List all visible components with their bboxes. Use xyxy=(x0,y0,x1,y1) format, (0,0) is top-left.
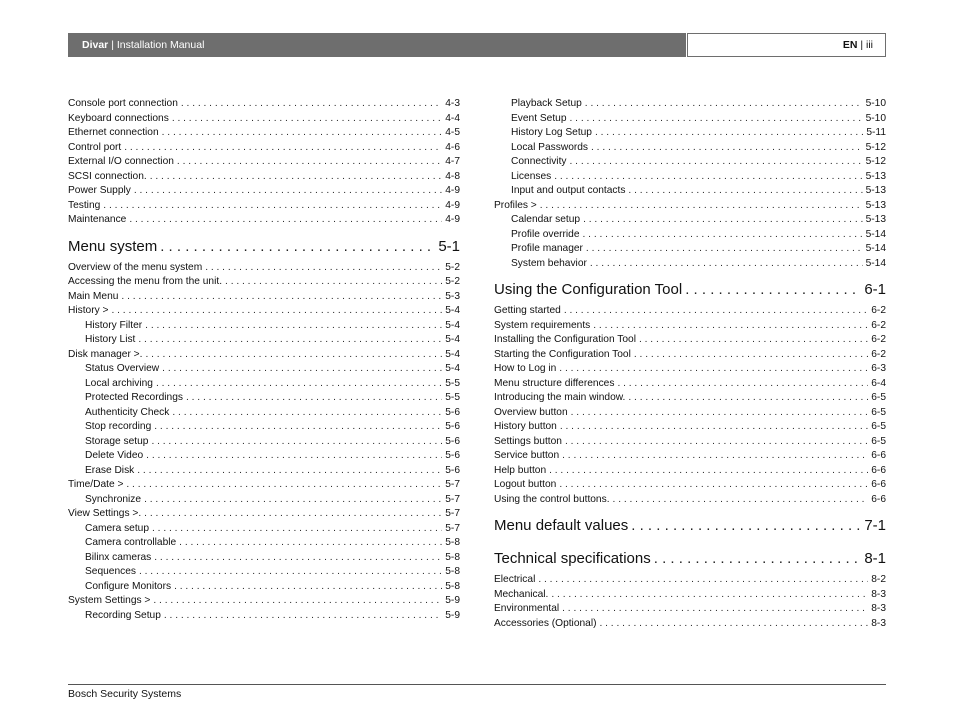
toc-entry[interactable] xyxy=(68,551,460,566)
toc-entry-page: 6-5 xyxy=(871,421,886,432)
toc-dot-leader xyxy=(595,126,863,141)
toc-entry[interactable] xyxy=(494,257,886,272)
toc-entry-label: Synchronize xyxy=(85,493,142,505)
toc-entry-page: 6-5 xyxy=(871,406,886,418)
toc-dot-leader xyxy=(540,199,863,214)
toc-entry-page: 8-1 xyxy=(864,550,886,567)
toc-entry[interactable] xyxy=(68,464,460,479)
toc-dot-leader xyxy=(565,435,868,450)
toc-entry-label: External I/O connection xyxy=(68,156,174,167)
toc-entry-label: Settings button xyxy=(494,435,562,447)
toc-dot-leader xyxy=(146,449,442,464)
toc-entry[interactable] xyxy=(494,449,886,464)
toc-entry-label: Erase Disk xyxy=(85,464,135,476)
toc-entry-label: Menu default values xyxy=(494,517,629,534)
toc-entry[interactable] xyxy=(494,377,886,392)
toc-dot-leader xyxy=(562,602,868,617)
toc-dot-leader xyxy=(560,420,868,435)
toc-entry-label: System behavior xyxy=(511,257,587,269)
toc-entry-label: Input and output contacts xyxy=(511,185,626,196)
toc-entry[interactable] xyxy=(68,609,460,624)
toc-entry[interactable] xyxy=(494,348,886,363)
toc-entry-page: 6-5 xyxy=(871,435,886,447)
toc-entry[interactable] xyxy=(494,362,886,377)
toc-entry-page: 6-2 xyxy=(871,305,886,316)
toc-entry-page: 5-4 xyxy=(445,363,460,374)
toc-entry-label: Accessing the menu from the unit. xyxy=(68,276,223,287)
header-separator: | xyxy=(111,39,114,51)
toc-entry-label: System requirements xyxy=(494,319,591,331)
toc-entry-label: History button xyxy=(494,421,557,432)
toc-dot-leader xyxy=(685,276,861,304)
toc-dot-leader xyxy=(172,112,442,127)
toc-entry[interactable] xyxy=(68,126,460,141)
toc-entry[interactable] xyxy=(494,170,886,185)
toc-dot-leader xyxy=(634,348,868,363)
header-bar xyxy=(68,33,686,57)
toc-dot-leader xyxy=(583,213,863,228)
toc-entry[interactable] xyxy=(494,97,886,112)
footer-company: Bosch Security Systems xyxy=(68,688,182,700)
toc-dot-leader xyxy=(145,319,442,334)
toc-entry[interactable] xyxy=(494,588,886,603)
toc-entry[interactable] xyxy=(494,406,886,421)
toc-entry-page: 5-6 xyxy=(445,450,460,461)
toc-entry[interactable] xyxy=(68,184,460,199)
toc-chapter-entry[interactable] xyxy=(68,233,460,261)
toc-dot-leader xyxy=(121,290,442,305)
toc-entry-page: 5-11 xyxy=(866,127,886,138)
toc-entry-label: Profile manager xyxy=(511,243,583,254)
toc-entry-label: Control port xyxy=(68,141,122,153)
toc-entry[interactable] xyxy=(68,112,460,127)
toc-entry[interactable] xyxy=(68,261,460,276)
toc-dot-leader xyxy=(186,391,442,406)
toc-entry-page: 5-14 xyxy=(865,228,886,240)
toc-entry-label: Menu structure differences xyxy=(494,377,615,389)
toc-entry-label: History Filter xyxy=(85,319,143,331)
toc-entry[interactable] xyxy=(68,155,460,170)
toc-entry[interactable] xyxy=(494,602,886,617)
toc-entry-label: Connectivity xyxy=(511,156,567,167)
toc-dot-leader xyxy=(162,362,442,377)
toc-dot-leader xyxy=(570,155,863,170)
footer-rule xyxy=(68,684,886,685)
toc-dot-leader xyxy=(126,478,442,493)
toc-entry-label: Profiles > xyxy=(494,199,537,211)
toc-dot-leader xyxy=(551,588,868,603)
toc-entry-page: 5-12 xyxy=(865,156,886,167)
toc-entry-label: Stop recording xyxy=(85,421,152,432)
toc-entry[interactable] xyxy=(494,464,886,479)
toc-dot-leader xyxy=(151,435,442,450)
toc-entry-label: Sequences xyxy=(85,566,136,577)
toc-dot-leader xyxy=(599,617,868,632)
toc-entry[interactable] xyxy=(68,304,460,319)
toc-entry-page: 5-6 xyxy=(445,421,460,432)
toc-dot-leader xyxy=(628,184,862,199)
toc-dot-leader xyxy=(554,170,862,185)
toc-chapter-entry[interactable] xyxy=(494,545,886,573)
toc-entry-label: Environmental xyxy=(494,603,560,614)
toc-entry-label: Bilinx cameras xyxy=(85,551,152,563)
toc-dot-leader xyxy=(145,348,442,363)
toc-dot-leader xyxy=(162,126,443,141)
toc-entry-label: Service button xyxy=(494,450,560,461)
toc-entry-label: Camera setup xyxy=(85,522,149,534)
toc-dot-leader xyxy=(181,97,442,112)
toc-entry-page: 4-4 xyxy=(445,112,460,124)
toc-dot-leader xyxy=(152,522,442,537)
toc-dot-leader xyxy=(177,155,442,170)
toc-left-column xyxy=(68,97,460,623)
toc-entry[interactable] xyxy=(68,348,460,363)
toc-entry-page: 5-5 xyxy=(445,377,460,389)
toc-entry[interactable] xyxy=(68,391,460,406)
toc-entry-label: Configure Monitors xyxy=(85,580,172,592)
toc-dot-leader xyxy=(144,493,442,508)
toc-entry-page: 6-6 xyxy=(871,450,886,461)
toc-entry-label: Console port connection xyxy=(68,98,178,109)
toc-entry-page: 5-7 xyxy=(445,479,460,490)
toc-entry-label: Protected Recordings xyxy=(85,392,183,403)
toc-entry-label: Starting the Configuration Tool xyxy=(494,348,631,360)
toc-entry-label: Camera controllable xyxy=(85,537,177,548)
header-page-number: iii xyxy=(866,39,873,51)
toc-entry-page: 5-8 xyxy=(445,551,460,563)
toc-dot-leader xyxy=(129,213,442,228)
toc-entry-page: 5-8 xyxy=(445,537,460,548)
toc-dot-leader xyxy=(591,141,863,156)
toc-entry-page: 6-2 xyxy=(871,348,886,360)
toc-dot-leader xyxy=(631,512,861,540)
toc-dot-leader xyxy=(156,377,442,392)
toc-entry[interactable] xyxy=(494,228,886,243)
toc-entry-page: 5-9 xyxy=(445,595,460,606)
toc-entry[interactable] xyxy=(68,141,460,156)
toc-entry-page: 5-8 xyxy=(445,566,460,577)
toc-entry-page: 5-13 xyxy=(865,170,886,182)
toc-dot-leader xyxy=(154,551,442,566)
toc-entry-page: 8-3 xyxy=(871,617,886,629)
toc-entry-label: Testing xyxy=(68,199,101,211)
toc-entry[interactable] xyxy=(494,213,886,228)
toc-entry-page: 5-12 xyxy=(865,141,886,153)
toc-dot-leader xyxy=(628,391,868,406)
toc-entry-label: Overview of the menu system xyxy=(68,261,203,273)
toc-entry-page: 5-10 xyxy=(865,112,886,124)
toc-entry-page: 5-1 xyxy=(438,237,460,255)
toc-entry-label: Mechanical. xyxy=(494,588,549,600)
toc-entry-page: 5-4 xyxy=(445,334,460,345)
toc-entry-page: 4-3 xyxy=(445,98,460,109)
toc-entry-page: 5-6 xyxy=(445,464,460,476)
toc-entry-label: How to Log in xyxy=(494,363,557,374)
toc-dot-leader xyxy=(570,112,863,127)
toc-entry-label: Keyboard connections xyxy=(68,112,169,124)
toc-dot-leader xyxy=(583,228,863,243)
toc-chapter-entry[interactable] xyxy=(494,276,886,304)
toc-entry-page: 8-2 xyxy=(871,574,886,585)
toc-entry-page: 7-1 xyxy=(864,517,886,534)
toc-entry[interactable] xyxy=(68,536,460,551)
toc-entry-label: Time/Date > xyxy=(68,479,124,490)
toc-entry-page: 6-6 xyxy=(871,464,886,476)
toc-entry-page: 5-4 xyxy=(445,305,460,316)
toc-dot-leader xyxy=(134,184,442,199)
toc-dot-leader xyxy=(590,257,863,272)
toc-entry-page: 5-13 xyxy=(865,185,886,196)
toc-entry[interactable] xyxy=(494,304,886,319)
toc-entry-page: 4-9 xyxy=(445,199,460,211)
toc-dot-leader xyxy=(205,261,442,276)
toc-entry[interactable] xyxy=(494,184,886,199)
toc-entry-page: 8-3 xyxy=(871,603,886,614)
toc-entry-label: Installing the Configuration Tool xyxy=(494,334,636,345)
toc-dot-leader xyxy=(164,609,442,624)
toc-entry-page: 5-7 xyxy=(445,522,460,534)
toc-entry[interactable] xyxy=(494,126,886,141)
toc-dot-leader xyxy=(139,565,442,580)
toc-entry-label: Status Overview xyxy=(85,363,160,374)
toc-entry-page: 5-3 xyxy=(445,290,460,302)
toc-entry-label: Disk manager >. xyxy=(68,348,143,360)
toc-entry-page: 5-4 xyxy=(445,348,460,360)
toc-dot-leader xyxy=(111,304,442,319)
toc-dot-leader xyxy=(654,545,862,573)
toc-entry-label: Licenses xyxy=(511,170,552,182)
toc-entry-label: Recording Setup xyxy=(85,609,161,621)
toc-entry-label: Profile override xyxy=(511,228,580,240)
toc-entry-label: View Settings >. xyxy=(68,508,142,519)
toc-entry-page: 5-10 xyxy=(865,98,886,109)
toc-chapter-entry[interactable] xyxy=(494,512,886,540)
toc-entry-label: Electrical xyxy=(494,574,536,585)
toc-dot-leader xyxy=(549,464,868,479)
toc-entry-page: 6-5 xyxy=(871,392,886,403)
toc-entry-label: Getting started xyxy=(494,305,561,316)
toc-entry[interactable] xyxy=(68,493,460,508)
toc-entry-label: System Settings > xyxy=(68,595,151,606)
toc-entry[interactable] xyxy=(68,435,460,450)
toc-entry-page: 5-2 xyxy=(445,276,460,287)
toc-entry-label: History List xyxy=(85,334,136,345)
toc-entry-label: Calendar setup xyxy=(511,214,581,225)
toc-dot-leader xyxy=(639,333,868,348)
toc-dot-leader xyxy=(559,478,868,493)
toc-entry[interactable] xyxy=(494,420,886,435)
toc-entry[interactable] xyxy=(494,478,886,493)
toc-entry-page: 6-2 xyxy=(871,319,886,331)
toc-entry[interactable] xyxy=(68,199,460,214)
toc-dot-leader xyxy=(586,242,863,257)
toc-dot-leader xyxy=(585,97,863,112)
toc-entry[interactable] xyxy=(68,275,460,290)
toc-entry-label: Authenticity Check xyxy=(85,406,170,418)
toc-dot-leader xyxy=(559,362,868,377)
toc-entry[interactable] xyxy=(494,242,886,257)
toc-entry-label: Power Supply xyxy=(68,185,131,196)
toc-entry-page: 5-6 xyxy=(445,406,460,418)
toc-entry[interactable] xyxy=(68,507,460,522)
toc-entry-page: 5-9 xyxy=(445,609,460,621)
toc-entry-page: 6-6 xyxy=(871,479,886,490)
toc-entry-page: 6-2 xyxy=(871,334,886,345)
toc-entry-label: History Log Setup xyxy=(511,127,592,138)
toc-entry-page: 4-5 xyxy=(445,127,460,138)
toc-entry-label: Main Menu xyxy=(68,290,119,302)
toc-entry-page: 5-14 xyxy=(865,257,886,269)
toc-entry-page: 4-6 xyxy=(445,141,460,153)
toc-entry[interactable] xyxy=(494,391,886,406)
header-product: Divar xyxy=(82,39,109,51)
toc-entry-page: 4-8 xyxy=(445,170,460,182)
header-lang: EN xyxy=(842,39,858,51)
header-page-sep: | xyxy=(860,39,864,51)
toc-entry[interactable] xyxy=(494,435,886,450)
toc-dot-leader xyxy=(154,420,442,435)
toc-entry[interactable] xyxy=(68,420,460,435)
toc-entry-label: Ethernet connection xyxy=(68,127,159,138)
toc-entry-label: Overview button xyxy=(494,406,568,418)
toc-dot-leader xyxy=(150,170,443,185)
toc-entry-page: 4-9 xyxy=(445,214,460,225)
header-doc-title: Installation Manual xyxy=(116,39,205,51)
toc-entry-page: 8-3 xyxy=(871,588,886,600)
toc-entry[interactable] xyxy=(68,449,460,464)
toc-entry[interactable] xyxy=(68,594,460,609)
toc-entry[interactable] xyxy=(494,573,886,588)
toc-entry-page: 5-14 xyxy=(865,243,886,254)
toc-entry-page: 5-13 xyxy=(865,199,886,211)
toc-entry-page: 5-2 xyxy=(445,261,460,273)
toc-entry[interactable] xyxy=(68,319,460,334)
toc-entry[interactable] xyxy=(494,493,886,508)
toc-entry-label: SCSI connection. xyxy=(68,170,147,182)
toc-entry-label: Using the Configuration Tool xyxy=(494,281,683,298)
toc-dot-leader xyxy=(144,507,442,522)
toc-dot-leader xyxy=(538,573,868,588)
toc-entry-label: Local Passwords xyxy=(511,141,589,153)
header-page-box xyxy=(687,33,886,57)
toc-entry-label: Event Setup xyxy=(511,112,567,124)
toc-dot-leader xyxy=(562,449,868,464)
toc-dot-leader xyxy=(103,199,442,214)
toc-dot-leader xyxy=(613,493,869,508)
toc-dot-leader xyxy=(593,319,868,334)
toc-dot-leader xyxy=(160,233,435,261)
toc-entry[interactable] xyxy=(68,290,460,305)
toc-entry-page: 6-1 xyxy=(864,281,886,298)
toc-entry[interactable] xyxy=(68,377,460,392)
toc-entry-page: 5-5 xyxy=(445,392,460,403)
toc-entry-label: Technical specifications xyxy=(494,550,651,567)
toc-entry-label: Local archiving xyxy=(85,377,153,389)
toc-entry[interactable] xyxy=(494,333,886,348)
toc-entry-label: Logout button xyxy=(494,479,557,490)
toc-dot-leader xyxy=(564,304,868,319)
toc-dot-leader xyxy=(124,141,442,156)
toc-entry[interactable] xyxy=(68,565,460,580)
toc-right-column xyxy=(494,97,886,631)
toc-dot-leader xyxy=(137,464,442,479)
toc-entry-label: Accessories (Optional) xyxy=(494,617,597,629)
toc-entry-label: Help button xyxy=(494,464,547,476)
toc-entry[interactable] xyxy=(68,97,460,112)
toc-entry[interactable] xyxy=(494,319,886,334)
toc-entry[interactable] xyxy=(494,112,886,127)
toc-entry[interactable] xyxy=(68,213,460,228)
toc-entry-page: 5-7 xyxy=(445,508,460,519)
toc-dot-leader xyxy=(617,377,868,392)
toc-entry-page: 5-8 xyxy=(445,580,460,592)
toc-entry[interactable] xyxy=(68,522,460,537)
toc-entry-page: 4-7 xyxy=(445,156,460,167)
toc-entry[interactable] xyxy=(68,362,460,377)
toc-dot-leader xyxy=(172,406,442,421)
toc-entry-label: Introducing the main window. xyxy=(494,392,626,403)
toc-entry-label: Maintenance xyxy=(68,214,127,225)
toc-entry-label: Playback Setup xyxy=(511,98,582,109)
toc-entry-page: 6-6 xyxy=(871,493,886,505)
toc-entry-page: 5-6 xyxy=(445,435,460,447)
toc-entry-label: Storage setup xyxy=(85,435,149,447)
toc-entry[interactable] xyxy=(68,406,460,421)
toc-entry-label: Delete Video xyxy=(85,450,144,461)
toc-entry-page: 5-13 xyxy=(865,214,886,225)
toc-entry[interactable] xyxy=(494,199,886,214)
toc-dot-leader xyxy=(571,406,869,421)
toc-entry[interactable] xyxy=(68,478,460,493)
toc-entry[interactable] xyxy=(494,141,886,156)
toc-dot-leader xyxy=(153,594,442,609)
toc-dot-leader xyxy=(225,275,442,290)
toc-dot-leader xyxy=(174,580,442,595)
toc-entry[interactable] xyxy=(494,155,886,170)
toc-entry-label: Menu system xyxy=(68,237,158,255)
toc-entry[interactable] xyxy=(494,617,886,632)
toc-entry-page: 6-3 xyxy=(871,363,886,374)
toc-entry-page: 5-4 xyxy=(445,319,460,331)
toc-entry-label: Using the control buttons. xyxy=(494,493,610,505)
toc-entry[interactable] xyxy=(68,333,460,348)
toc-entry-page: 5-7 xyxy=(445,493,460,505)
toc-dot-leader xyxy=(179,536,442,551)
toc-dot-leader xyxy=(138,333,442,348)
toc-entry[interactable] xyxy=(68,170,460,185)
toc-entry-label: History > xyxy=(68,305,109,316)
toc-entry[interactable] xyxy=(68,580,460,595)
toc-entry-page: 4-9 xyxy=(445,185,460,196)
toc-entry-page: 6-4 xyxy=(871,377,886,389)
